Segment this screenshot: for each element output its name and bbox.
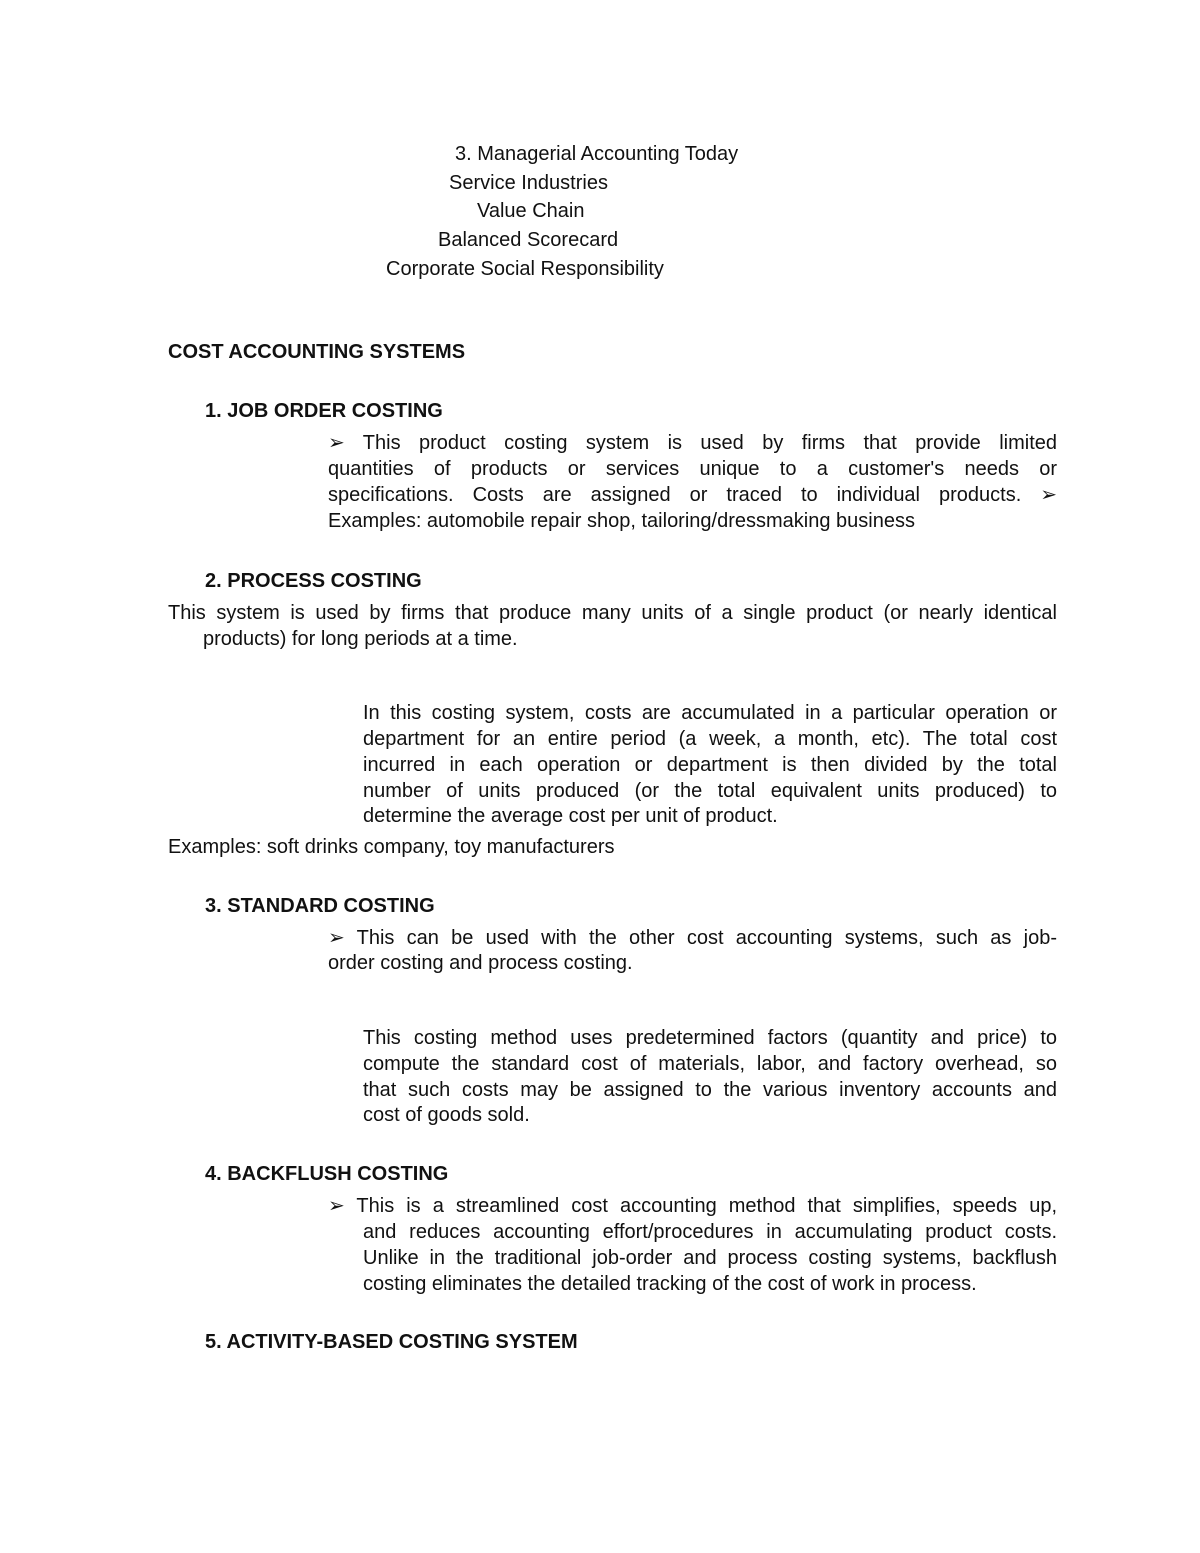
section-heading: COST ACCOUNTING SYSTEMS <box>168 341 466 363</box>
process-detail-line: In this costing system, costs are accumulated in a particular operation or <box>363 702 1057 724</box>
process-intro-line: products) for long periods at a time. <box>203 628 518 650</box>
topic-corporate-social-responsibility: Corporate Social Responsibility <box>386 258 664 280</box>
topic-managerial-accounting-today: 3. Managerial Accounting Today <box>455 143 739 165</box>
process-intro-line: This system is used by firms that produce many units of a single product (or nearly identical <box>168 602 1057 624</box>
job-order-line: Examples: automobile repair shop, tailoring/dressmaking business <box>328 510 915 532</box>
standard-detail-line: This costing method uses predetermined factors (quantity and price) to <box>363 1027 1057 1049</box>
standard-bullet-line: ➢ This can be used with the other cost accounting systems, such as job- <box>328 927 1057 949</box>
backflush-heading: 4. BACKFLUSH COSTING <box>205 1163 449 1185</box>
backflush-line: ➢ This is a streamlined cost accounting method that simplifies, speeds up, <box>328 1195 1057 1217</box>
job-order-line: specifications. Costs are assigned or traced to individual products. ➢ <box>328 484 1057 506</box>
backflush-line: Unlike in the traditional job-order and process costing systems, backflush <box>363 1247 1057 1269</box>
standard-detail-line: compute the standard cost of materials, labor, and factory overhead, so <box>363 1053 1057 1075</box>
process-detail-line: incurred in each operation or department is then divided by the total <box>363 754 1057 776</box>
standard-detail-line: that such costs may be assigned to the various inventory accounts and <box>363 1079 1057 1101</box>
standard-heading: 3. STANDARD COSTING <box>205 895 435 917</box>
topic-service-industries: Service Industries <box>449 172 608 194</box>
backflush-line: and reduces accounting effort/procedures in accumulating product costs. <box>363 1221 1057 1243</box>
process-detail-line: determine the average cost per unit of product. <box>363 805 778 827</box>
abc-heading: 5. ACTIVITY-BASED COSTING SYSTEM <box>205 1331 578 1353</box>
process-heading: 2. PROCESS COSTING <box>205 570 422 592</box>
standard-detail-line: cost of goods sold. <box>363 1104 530 1126</box>
process-examples: Examples: soft drinks company, toy manufacturers <box>168 836 615 858</box>
standard-bullet-line: order costing and process costing. <box>328 952 633 974</box>
process-detail-line: number of units produced (or the total equivalent units produced) to <box>363 780 1057 802</box>
topic-balanced-scorecard: Balanced Scorecard <box>438 229 619 251</box>
topic-value-chain: Value Chain <box>477 200 585 222</box>
job-order-heading: 1. JOB ORDER COSTING <box>205 400 443 422</box>
backflush-line: costing eliminates the detailed tracking of the cost of work in process. <box>363 1273 977 1295</box>
job-order-line: quantities of products or services unique to a customer's needs or <box>328 458 1057 480</box>
process-detail-line: department for an entire period (a week, a month, etc). The total cost <box>363 728 1057 750</box>
job-order-line: ➢ This product costing system is used by firms that provide limited <box>328 432 1057 454</box>
